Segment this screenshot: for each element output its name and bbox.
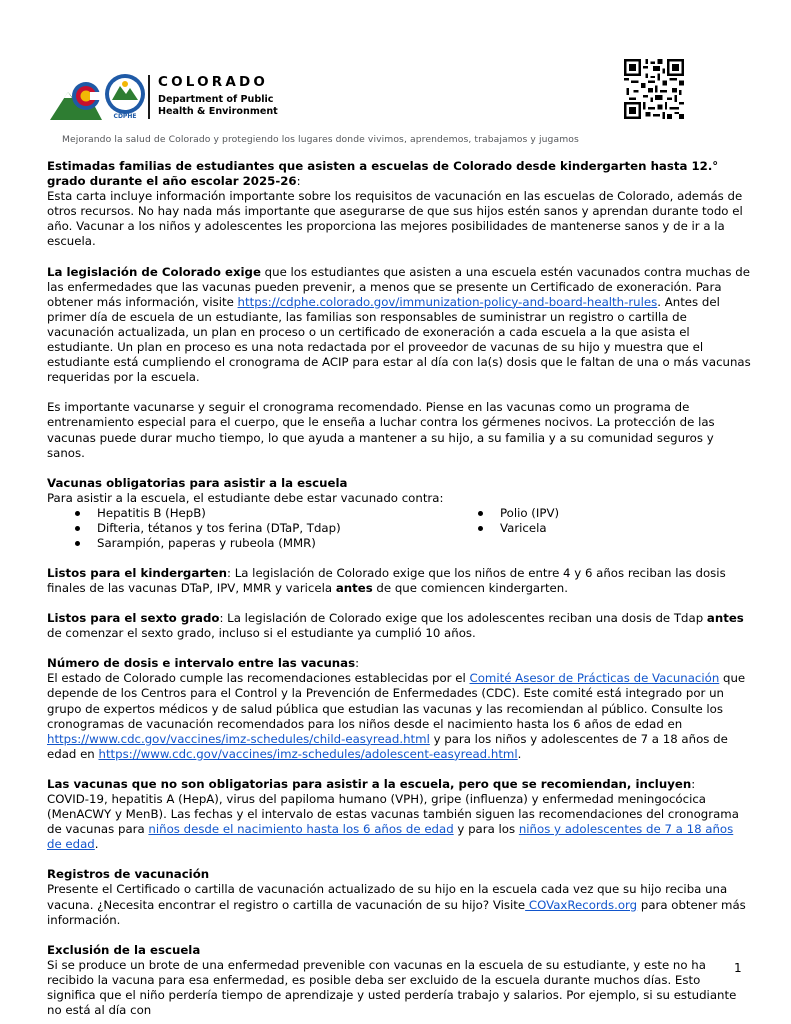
- list-item-label: Difteria, tétanos y tos ferina (DTaP, Tdap): [97, 520, 341, 535]
- list-item-label: Hepatitis B (HepB): [97, 505, 206, 520]
- doses-text-2: que depende de los Centros para el Control y la Prevención de Enfermedades (CDC). Este comité está integrado por un grupo de expertos médicos y de salud pública que estudian las vacunas y las recomiendan al público. Consulte los cronogramas de vacunación recomendados para los niños desde el nacimiento hasta los 6 años de edad en: [47, 671, 746, 731]
- recommended-text-3: .: [94, 837, 99, 852]
- records-text-1: Presente el Certificado o cartilla de vacunación actualizado de su hijo en la escuela cada vez que su hijo reciba una vacuna. ¿Necesita encontrar el registro o cartilla de vacunación de su hijo? Visite: [47, 882, 728, 912]
- exclusion-paragraph: [47, 943, 751, 1018]
- qr-code-icon: [624, 59, 684, 119]
- bullet-icon: [75, 541, 80, 546]
- doses-heading: Número de dosis e intervalo entre las vacunas: [47, 656, 356, 671]
- bullet-icon: [75, 526, 80, 531]
- required-section: [47, 476, 751, 506]
- recommended-text-2: y para los: [453, 822, 519, 837]
- bullet-icon: [75, 511, 80, 516]
- doses-text-3: y para los niños y adolescentes de 7 a 18 años de edad en: [47, 731, 728, 761]
- importance-paragraph: Es importante vacunarse y seguir el cronograma recomendado. Piense en las vacunas como un programa de entrenamiento especial para el cuerpo, que le enseña a luchar contra los gérmenes nocivos. La protección de las vacunas puede durar mucho tiempo, lo que ayuda a mantener a su hijo, a su familia y a su comunidad seguros y sanos.: [47, 400, 715, 460]
- intro-paragraph: [47, 159, 751, 250]
- sixth-grade-paragraph: [47, 611, 751, 641]
- list-item-label: Varicela: [500, 520, 547, 535]
- required-intro: Para asistir a la escuela, el estudiante debe estar vacunado contra:: [47, 490, 444, 505]
- kindergarten-lead: Listos para el kindergarten: [47, 565, 227, 580]
- law-text-2: . Antes del primer día de escuela de un estudiante, las familias son responsables de suministrar un registro o cartilla de vacunación actualizada, un plan en proceso o un certificado de exoneración a cada escuela a la que asista el estudiante. Un plan en proceso es una nota redactada por el proveedor de vacunas de su hijo y muestra que el estudiante está cumpliendo el cronograma de ACIP para estar al día con la(s) dosis que le faltan de una o más vacunas requeridas por la escuela.: [47, 294, 751, 385]
- logo-wordmark: [158, 74, 318, 118]
- logo-state-name: COLORADO: [158, 74, 269, 90]
- colorado-logo-icon: [50, 72, 148, 120]
- letter-body: [47, 159, 751, 1018]
- list-item-label: Polio (IPV): [500, 505, 560, 520]
- acip-link[interactable]: Comité Asesor de Prácticas de Vacunación: [469, 671, 720, 686]
- logo-department-line2: Health & Environment: [158, 106, 278, 117]
- doses-text-4: .: [517, 746, 522, 761]
- doses-text-1: El estado de Colorado cumple las recomendaciones establecidas por el: [47, 671, 470, 686]
- records-heading: Registros de vacunación: [47, 867, 210, 882]
- kindergarten-paragraph: [47, 566, 751, 596]
- recommended-heading-colon: :: [691, 776, 696, 791]
- kindergarten-text-1: : La legislación de Colorado exige que los niños de entre 4 y 6 años reciban las dosis finales de las vacunas DTaP, IPV, MMR y varicela: [47, 565, 726, 595]
- cdphe-badge-label: CDPHE: [113, 113, 137, 120]
- seven-to-eighteen-link[interactable]: niños y adolescentes de 7 a 18 años de edad: [47, 822, 734, 852]
- list-item: [450, 505, 560, 521]
- logo-divider: [148, 75, 150, 119]
- exclusion-heading: Exclusión de la escuela: [47, 942, 201, 957]
- recommended-paragraph: [47, 777, 751, 852]
- kindergarten-text-2: de que comiencen kindergarten.: [372, 580, 568, 595]
- list-item: [47, 505, 206, 521]
- exclusion-body: Si se produce un brote de una enfermedad prevenible con vacunas en la escuela de su estudiante, y este no ha recibido la vacuna para esa enfermedad, es posible deba ser excluido de la escuela durante muchos días. Esto significa que el niño perdería tiempo de aprendizaje y usted perdería trabajo y salarios. Por ejemplo, si su estudiante no está al día con: [47, 957, 737, 1018]
- list-item: [47, 520, 341, 536]
- required-vaccine-list: [47, 506, 751, 552]
- adolescent-schedule-link[interactable]: https://www.cdc.gov/vaccines/imz-schedules/adolescent-easyread.html: [98, 746, 518, 761]
- law-lead: La legislación de Colorado exige: [47, 264, 261, 279]
- law-text-1: que los estudiantes que asisten a una escuela estén vacunados contra muchas de las enfermedades que las vacunas pueden prevenir, a menos que se presente un Certificado de exoneración. Para obtener más información, visite: [47, 264, 750, 309]
- intro-heading: Estimadas familias de estudiantes que asisten a escuelas de Colorado desde kindergarten hasta 12.° grado durante el año escolar 2025-26: [47, 159, 719, 189]
- list-item-label: Sarampión, paperas y rubeola (MMR): [97, 536, 316, 551]
- page-number: 1: [734, 961, 742, 975]
- intro-heading-colon: :: [296, 174, 301, 189]
- birth-to-six-link[interactable]: niños desde el nacimiento hasta los 6 años de edad: [148, 822, 454, 837]
- tagline: Mejorando la salud de Colorado y protegiendo los lugares donde vivimos, aprendemos, trabajamos y jugamos: [62, 134, 579, 145]
- doses-paragraph: [47, 656, 751, 762]
- law-paragraph: [47, 265, 751, 386]
- bullet-icon: [478, 526, 483, 531]
- kindergarten-emphasis: antes: [335, 580, 373, 595]
- intro-body: Esta carta incluye información importante sobre los requisitos de vacunación en las escuelas de Colorado, además de otros recursos. No hay nada más importante que asegurarse de que sus hijos estén sanos y aprendan durante todo el año. Vacunar a los niños y adolescentes les proporciona las mejores posibilidades de mantenerse sanos y de ir a la escuela.: [47, 189, 743, 249]
- policy-link[interactable]: https://cdphe.colorado.gov/immunization-policy-and-board-health-rules: [237, 294, 658, 309]
- recommended-text-1: COVID-19, hepatitis A (HepA), virus del papiloma humano (VPH), gripe (influenza) y enfermedad meningocócica (MenACWY y MenB). Las fechas y el intervalo de estas vacunas también siguen las recomendaciones del cronograma de vacunas para: [47, 792, 739, 837]
- bullet-icon: [478, 511, 483, 516]
- list-item: [450, 520, 547, 536]
- covaxrecords-link[interactable]: COVaxRecords.org: [525, 897, 638, 912]
- child-schedule-link[interactable]: https://www.cdc.gov/vaccines/imz-schedules/child-easyread.html: [47, 731, 430, 746]
- sixth-grade-emphasis: antes: [706, 611, 744, 626]
- records-text-2: para obtener más información.: [47, 897, 746, 927]
- records-paragraph: [47, 867, 751, 927]
- sixth-grade-lead: Listos para el sexto grado: [47, 611, 220, 626]
- required-heading: Vacunas obligatorias para asistir a la escuela: [47, 475, 348, 490]
- sixth-grade-text-1: : La legislación de Colorado exige que los adolescentes reciban una dosis de Tdap: [219, 611, 707, 626]
- sixth-grade-text-2: de comenzar el sexto grado, incluso si el estudiante ya cumplió 10 años.: [47, 626, 476, 641]
- doses-heading-colon: :: [355, 656, 360, 671]
- recommended-heading: Las vacunas que no son obligatorias para asistir a la escuela, pero que se recomiendan, incluyen: [47, 776, 692, 791]
- list-item: [47, 536, 316, 551]
- logo-department-line1: Department of Public: [158, 94, 274, 105]
